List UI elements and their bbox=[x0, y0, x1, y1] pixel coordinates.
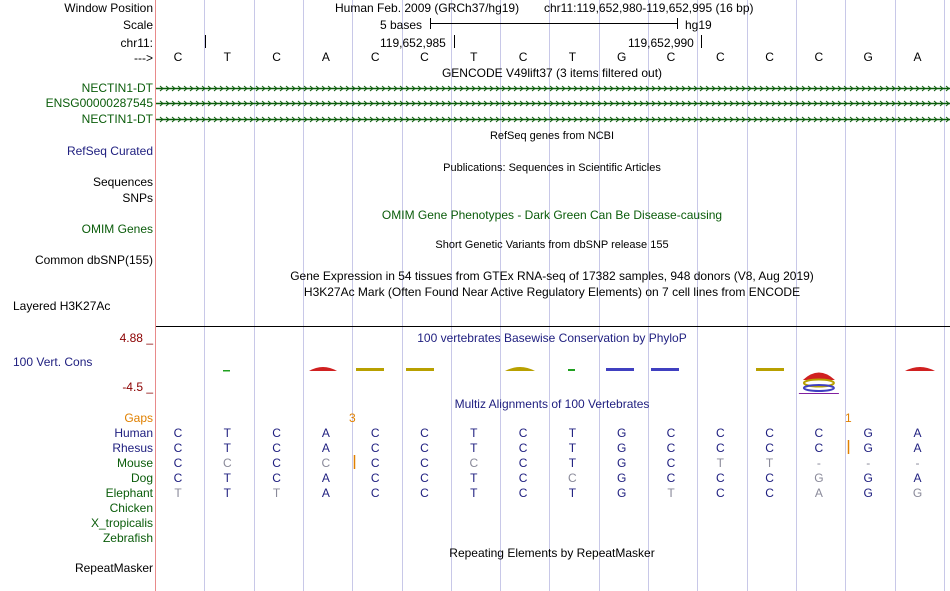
reference-base: C bbox=[715, 50, 725, 64]
cons-min-label: -4.5 _ bbox=[122, 380, 153, 394]
alignment-base: C bbox=[568, 471, 577, 485]
alignment-base: G bbox=[863, 471, 873, 485]
omim-track-title[interactable]: OMIM Gene Phenotypes - Dark Green Can Be Disease-causing bbox=[381, 208, 723, 222]
alignment-base: C bbox=[222, 456, 232, 470]
alignment-base: C bbox=[715, 426, 725, 440]
alignment-base: T bbox=[568, 486, 577, 500]
species-label[interactable]: Mouse bbox=[116, 456, 153, 470]
alignment-base: C bbox=[173, 471, 183, 485]
alignment-base: - bbox=[915, 456, 920, 470]
alignment-base: G bbox=[617, 486, 627, 500]
species-label[interactable]: Elephant bbox=[105, 486, 153, 500]
alignment-base: T bbox=[223, 471, 231, 485]
alignment-base: C bbox=[765, 471, 774, 485]
conservation-logo bbox=[606, 368, 634, 371]
alignment-base: T bbox=[765, 456, 774, 470]
reference-base: C bbox=[814, 50, 824, 64]
alignment-base: T bbox=[470, 471, 478, 485]
species-label[interactable]: Chicken bbox=[109, 501, 153, 515]
window-position-label: Window Position bbox=[64, 1, 153, 15]
assembly-title: Human Feb. 2009 (GRCh37/hg19) bbox=[335, 1, 520, 15]
alignment-base: A bbox=[321, 441, 330, 455]
species-label[interactable]: Zebrafish bbox=[102, 531, 153, 545]
scale-text: 5 bases bbox=[380, 18, 423, 32]
scale-db: hg19 bbox=[685, 18, 712, 32]
reference-base: G bbox=[617, 50, 627, 64]
alignment-base: C bbox=[370, 486, 380, 500]
coord-tick-2: 119,652,990 bbox=[628, 36, 694, 50]
alignment-base: C bbox=[370, 456, 380, 470]
strand-arrow-label: ---> bbox=[134, 51, 153, 65]
species-label[interactable]: Human bbox=[114, 426, 153, 440]
refseq-track-title[interactable]: RefSeq genes from NCBI bbox=[489, 130, 615, 142]
alignment-base: G bbox=[617, 471, 627, 485]
conservation-logo bbox=[651, 368, 679, 371]
alignment-base: C bbox=[321, 456, 331, 470]
alignment-base: T bbox=[568, 441, 577, 455]
gtex-track-title[interactable]: Gene Expression in 54 tissues from GTEx RNA-seq of 17382 samples, 948 donors (V8, Aug 2019) bbox=[290, 269, 814, 283]
layered-h3k27ac-label[interactable]: Layered H3K27Ac bbox=[13, 299, 111, 313]
reference-base: C bbox=[666, 50, 676, 64]
alignment-base: C bbox=[370, 426, 380, 440]
gap-count-left: 3 bbox=[349, 411, 356, 425]
alignment-base: C bbox=[370, 471, 380, 485]
publications-track-title[interactable]: Publications: Sequences in Scientific Articles bbox=[443, 162, 661, 174]
conservation-logo bbox=[905, 367, 935, 371]
sequences-label[interactable]: Sequences bbox=[92, 175, 153, 189]
alignment-base: C bbox=[765, 426, 774, 440]
alignment-base: T bbox=[174, 486, 182, 500]
alignment-base: G bbox=[863, 486, 873, 500]
alignment-base: T bbox=[470, 486, 478, 500]
alignment-base: C bbox=[666, 426, 676, 440]
cons-max-label: 4.88 _ bbox=[119, 331, 153, 345]
alignment-base: - bbox=[866, 456, 871, 470]
reference-base: T bbox=[223, 50, 231, 64]
position-title: chr11:119,652,980-119,652,995 (16 bp) bbox=[544, 1, 754, 15]
coord-tick-1: 119,652,985 bbox=[380, 36, 446, 50]
h3k27ac-track-title[interactable]: H3K27Ac Mark (Often Found Near Active Regulatory Elements) on 7 cell lines from ENCODE bbox=[303, 285, 801, 299]
reference-base: G bbox=[863, 50, 873, 64]
alignment-base: C bbox=[370, 441, 380, 455]
alignment-base: T bbox=[223, 426, 231, 440]
alignment-base: C bbox=[814, 426, 824, 440]
conservation-logo bbox=[756, 368, 784, 371]
alignment-base: C bbox=[420, 471, 429, 485]
alignment-base: A bbox=[814, 486, 823, 500]
alignment-base: A bbox=[321, 471, 330, 485]
omim-genes-label[interactable]: OMIM Genes bbox=[81, 222, 153, 236]
gencode-item-3-label[interactable]: NECTIN1-DT bbox=[81, 112, 153, 126]
reference-base: C bbox=[173, 50, 183, 64]
alignment-base: C bbox=[469, 456, 479, 470]
gaps-label: Gaps bbox=[124, 411, 153, 425]
conservation-logo bbox=[356, 368, 384, 371]
alignment-base: C bbox=[715, 441, 725, 455]
species-label[interactable]: Rhesus bbox=[112, 441, 153, 455]
conservation-logo bbox=[223, 370, 230, 372]
repeatmasker-label[interactable]: RepeatMasker bbox=[74, 561, 153, 575]
reference-base: C bbox=[765, 50, 774, 64]
alignment-base: C bbox=[272, 471, 281, 485]
alignment-base: T bbox=[272, 486, 281, 500]
alignment-base: C bbox=[518, 441, 528, 455]
chrom-label: chr11: bbox=[120, 36, 153, 50]
phylop-track-title[interactable]: 100 vertebrates Basewise Conservation by PhyloP bbox=[417, 331, 687, 345]
alignment-base: C bbox=[518, 456, 528, 470]
conservation-logo bbox=[406, 368, 434, 371]
alignment-base: C bbox=[765, 441, 774, 455]
alignment-base: C bbox=[420, 456, 429, 470]
alignment-base: T bbox=[470, 426, 478, 440]
alignment-base: A bbox=[913, 426, 922, 440]
gencode-item-2-label[interactable]: ENSG00000287545 bbox=[45, 96, 153, 110]
species-label[interactable]: X_tropicalis bbox=[90, 516, 153, 530]
refseq-curated-label[interactable]: RefSeq Curated bbox=[66, 144, 153, 158]
alignment-base: C bbox=[420, 441, 429, 455]
alignment-base: C bbox=[715, 486, 725, 500]
conservation-logo bbox=[505, 367, 535, 371]
alignment-base: T bbox=[667, 486, 675, 500]
reference-base: T bbox=[470, 50, 478, 64]
reference-base: C bbox=[518, 50, 528, 64]
common-dbsnp-label[interactable]: Common dbSNP(155) bbox=[34, 253, 153, 267]
alignment-base: T bbox=[716, 456, 724, 470]
alignment-base: C bbox=[518, 486, 528, 500]
reference-base: T bbox=[568, 50, 577, 64]
conservation-logo bbox=[309, 367, 337, 371]
alignment-base: - bbox=[816, 456, 821, 470]
alignment-base: C bbox=[420, 426, 429, 440]
alignment-base: G bbox=[814, 471, 824, 485]
reference-base: C bbox=[420, 50, 429, 64]
conservation-logo bbox=[568, 369, 575, 371]
alignment-base: T bbox=[568, 456, 577, 470]
alignment-base: C bbox=[272, 441, 281, 455]
dbsnp-track-title[interactable]: Short Genetic Variants from dbSNP release 155 bbox=[435, 239, 669, 251]
repeatmasker-track-title[interactable]: Repeating Elements by RepeatMasker bbox=[449, 546, 655, 560]
vert-cons-label[interactable]: 100 Vert. Cons bbox=[13, 355, 93, 369]
multiz-track-title[interactable]: Multiz Alignments of 100 Vertebrates bbox=[454, 397, 650, 411]
alignment-base: G bbox=[863, 426, 873, 440]
alignment-base: G bbox=[617, 456, 627, 470]
alignment-base: G bbox=[912, 486, 923, 500]
alignment-base: C bbox=[666, 441, 676, 455]
alignment-base: C bbox=[715, 471, 725, 485]
alignment-base: C bbox=[173, 426, 183, 440]
alignment-base: C bbox=[814, 441, 824, 455]
alignment-base: T bbox=[470, 441, 478, 455]
alignment-base: T bbox=[223, 486, 231, 500]
alignment-base: C bbox=[173, 456, 183, 470]
species-label[interactable]: Dog bbox=[130, 471, 153, 485]
alignment-base: A bbox=[913, 471, 922, 485]
scale-label: Scale bbox=[122, 18, 153, 32]
gap-count-right: 1 bbox=[845, 411, 852, 425]
alignment-base: C bbox=[666, 456, 676, 470]
gencode-item-1-label[interactable]: NECTIN1-DT bbox=[81, 81, 153, 95]
conservation-logo bbox=[804, 385, 834, 391]
alignment-base: C bbox=[518, 471, 528, 485]
alignment-base: C bbox=[272, 426, 281, 440]
alignment-base: C bbox=[518, 426, 528, 440]
alignment-base: A bbox=[321, 426, 330, 440]
snps-label[interactable]: SNPs bbox=[122, 191, 153, 205]
alignment-base: C bbox=[173, 441, 183, 455]
alignment-base: A bbox=[321, 486, 330, 500]
reference-base: A bbox=[321, 50, 330, 64]
alignment-base: C bbox=[420, 486, 429, 500]
reference-base: A bbox=[913, 50, 922, 64]
alignment-base: T bbox=[568, 426, 577, 440]
alignment-base: T bbox=[223, 441, 231, 455]
alignment-base: G bbox=[863, 441, 873, 455]
reference-base: C bbox=[272, 50, 281, 64]
reference-base: C bbox=[370, 50, 380, 64]
alignment-base: C bbox=[666, 471, 676, 485]
gencode-track-title[interactable]: GENCODE V49lift37 (3 items filtered out) bbox=[441, 66, 663, 80]
alignment-base: C bbox=[765, 486, 774, 500]
alignment-base: C bbox=[272, 456, 281, 470]
alignment-base: G bbox=[617, 426, 627, 440]
alignment-base: G bbox=[617, 441, 627, 455]
alignment-base: A bbox=[913, 441, 922, 455]
